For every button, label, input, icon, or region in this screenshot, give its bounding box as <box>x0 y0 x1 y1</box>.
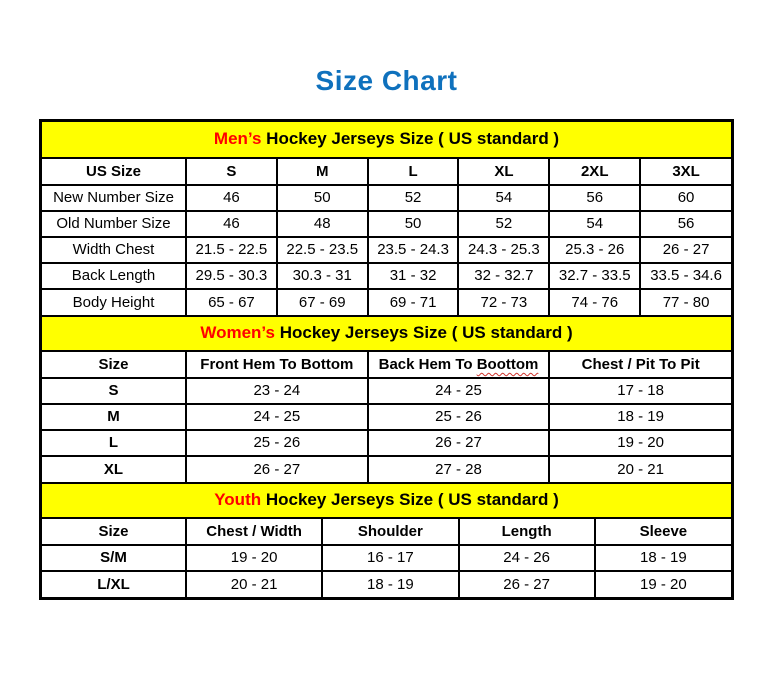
table-row <box>42 378 731 404</box>
column-header: Size <box>42 519 186 545</box>
youth-section-highlight: Youth <box>214 490 262 510</box>
size-cell: 72 - 73 <box>458 289 549 315</box>
size-cell: 21.5 - 22.5 <box>186 237 277 263</box>
size-cell: 19 - 20 <box>595 571 731 597</box>
row-label: Body Height <box>42 289 186 315</box>
size-cell: 23.5 - 24.3 <box>368 237 459 263</box>
youth-size-table <box>42 519 731 597</box>
table-row <box>42 211 731 237</box>
mens-section-highlight: Men’s <box>213 129 262 149</box>
mens-section-header <box>42 122 731 159</box>
womens-size-table <box>42 352 731 482</box>
column-header: Length <box>459 519 595 545</box>
size-cell: 26 - 27 <box>459 571 595 597</box>
column-header: S <box>186 159 277 185</box>
row-label: M <box>42 404 186 430</box>
table-row <box>42 545 731 571</box>
section-youth <box>42 482 731 597</box>
row-label: Width Chest <box>42 237 186 263</box>
womens-section-header <box>42 315 731 352</box>
size-cell: 54 <box>458 185 549 211</box>
column-header: 2XL <box>549 159 640 185</box>
size-cell: 29.5 - 30.3 <box>186 263 277 289</box>
size-cell: 24 - 25 <box>186 404 368 430</box>
table-row <box>42 571 731 597</box>
row-label: L <box>42 430 186 456</box>
header-row <box>42 159 731 185</box>
misspelled-word: Boottom <box>476 355 539 373</box>
column-header: M <box>277 159 368 185</box>
youth-section-rest: Hockey Jerseys Size ( US standard ) <box>261 490 559 510</box>
row-label: Back Length <box>42 263 186 289</box>
header-row <box>42 352 731 378</box>
size-cell: 27 - 28 <box>368 456 550 482</box>
size-cell: 65 - 67 <box>186 289 277 315</box>
table-row <box>42 237 731 263</box>
size-cell: 46 <box>186 211 277 237</box>
size-cell: 54 <box>549 211 640 237</box>
table-row <box>42 404 731 430</box>
size-cell: 18 - 19 <box>322 571 458 597</box>
row-label: New Number Size <box>42 185 186 211</box>
table-row <box>42 185 731 211</box>
size-cell: 26 - 27 <box>368 430 550 456</box>
header-row <box>42 519 731 545</box>
size-cell: 23 - 24 <box>186 378 368 404</box>
size-cell: 32.7 - 33.5 <box>549 263 640 289</box>
size-cell: 25 - 26 <box>368 404 550 430</box>
row-label: Old Number Size <box>42 211 186 237</box>
row-label: S <box>42 378 186 404</box>
section-mens <box>42 122 731 315</box>
size-cell: 19 - 20 <box>186 545 322 571</box>
youth-section-header <box>42 482 731 519</box>
womens-section-highlight: Women’s <box>200 323 275 343</box>
size-cell: 56 <box>640 211 731 237</box>
column-header: L <box>368 159 459 185</box>
size-cell: 20 - 21 <box>549 456 731 482</box>
mens-size-table <box>42 159 731 315</box>
size-cell: 26 - 27 <box>186 456 368 482</box>
size-cell: 24.3 - 25.3 <box>458 237 549 263</box>
size-cell: 24 - 25 <box>368 378 550 404</box>
row-label: XL <box>42 456 186 482</box>
size-cell: 33.5 - 34.6 <box>640 263 731 289</box>
size-cell: 25.3 - 26 <box>549 237 640 263</box>
size-cell: 60 <box>640 185 731 211</box>
column-header: 3XL <box>640 159 731 185</box>
size-cell: 18 - 19 <box>549 404 731 430</box>
column-header: Chest / Pit To Pit <box>549 352 731 378</box>
table-row <box>42 263 731 289</box>
size-cell: 56 <box>549 185 640 211</box>
size-cell: 77 - 80 <box>640 289 731 315</box>
size-cell: 25 - 26 <box>186 430 368 456</box>
page-title: Size Chart <box>315 65 458 96</box>
size-cell: 16 - 17 <box>322 545 458 571</box>
row-label: L/XL <box>42 571 186 597</box>
size-cell: 19 - 20 <box>549 430 731 456</box>
row-label: S/M <box>42 545 186 571</box>
table-row <box>42 430 731 456</box>
size-cell: 32 - 32.7 <box>458 263 549 289</box>
size-cell: 20 - 21 <box>186 571 322 597</box>
size-cell: 30.3 - 31 <box>277 263 368 289</box>
size-cell: 67 - 69 <box>277 289 368 315</box>
size-cell: 74 - 76 <box>549 289 640 315</box>
womens-section-rest: Hockey Jerseys Size ( US standard ) <box>274 323 573 343</box>
size-cell: 31 - 32 <box>368 263 459 289</box>
table-row <box>42 456 731 482</box>
column-header: XL <box>458 159 549 185</box>
size-cell: 18 - 19 <box>595 545 731 571</box>
size-cell: 26 - 27 <box>640 237 731 263</box>
size-cell: 22.5 - 23.5 <box>277 237 368 263</box>
column-header: Shoulder <box>322 519 458 545</box>
section-womens <box>42 315 731 482</box>
size-cell: 50 <box>368 211 459 237</box>
size-cell: 46 <box>186 185 277 211</box>
size-cell: 69 - 71 <box>368 289 459 315</box>
size-cell: 52 <box>458 211 549 237</box>
table-row <box>42 289 731 315</box>
size-cell: 24 - 26 <box>459 545 595 571</box>
column-header: Back Hem To Boottom <box>368 352 550 378</box>
column-header: US Size <box>42 159 186 185</box>
size-cell: 52 <box>368 185 459 211</box>
column-header: Front Hem To Bottom <box>186 352 368 378</box>
mens-section-rest: Hockey Jerseys Size ( US standard ) <box>261 129 560 149</box>
column-header: Chest / Width <box>186 519 322 545</box>
size-cell: 17 - 18 <box>549 378 731 404</box>
size-cell: 50 <box>277 185 368 211</box>
column-header: Size <box>42 352 186 378</box>
size-chart <box>39 119 734 600</box>
column-header: Sleeve <box>595 519 731 545</box>
size-cell: 48 <box>277 211 368 237</box>
